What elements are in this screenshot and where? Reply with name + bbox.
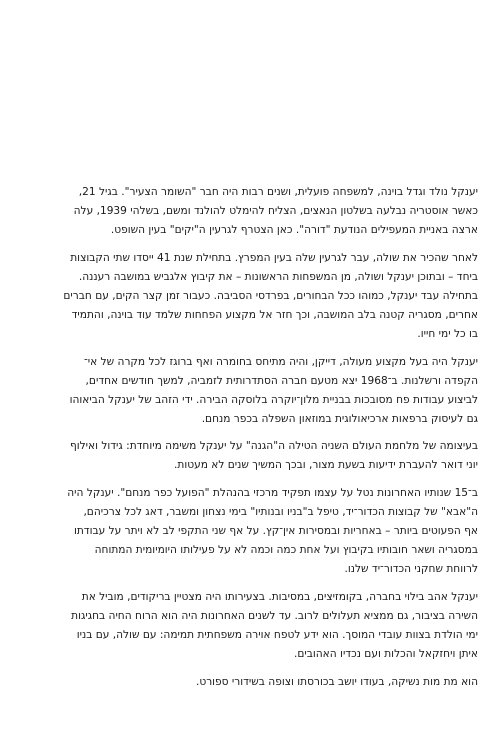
text-line: יענקל היה בעל מקצוע מעולה, דייקן, והיה מתיחס בחומרה ואף ברוגז לכל מקרה של אי־ [83,355,478,368]
text-line: ארצה באניית המעפילים הנודעת "דורה". כאן הצטרף לגרעין ה"יקים" בעין השופט. [110,224,478,237]
text-line: גם לעיסוק ברפאות ארכיאולוגית במוזאון השפלה בכפר מנחם. [201,412,478,425]
text-line: במסגריה ושאר חובותיו בקיבוץ ועל אחת כמה וכמה לא על פעילותו היומיומית המתוחה [94,544,478,557]
text-line: ביחד – ובתוכן יענקל ושולה, מן המשפחות הראשונות – את קיבוץ אלגביש במושבה רעננה. [78,270,478,283]
paragraph [30,353,478,429]
text-line: אף הפעוטים ביותר – באחריות ובמסירות אין־קץ. על אף שני התקפי לב לא ויתר על עבודתו [73,525,478,538]
text-line: בעיצומה של מלחמת העולם השניה הטילה ה"הגנה" על יענקל משימה מיוחדת: גידול ואילוף [69,440,478,453]
text-line: לרווחת שחקני הכדור־יד שלנו. [344,563,478,576]
paragraph [30,588,478,664]
paragraph [30,673,478,692]
text-line: איתן ויחזקאל והכלות ועם נכדיו האהובים. [293,648,478,661]
text-line: השירה בציבור, גם ממציא תעלולים לרוב. עד לשנים האחרונות היה הוא הרוח החיה בחגיגות [71,609,478,622]
text-line: יענקל נולד וגדל בוינה, למשפחה פועלית, ושנים רבות היה חבר "השומר הצעיר". בגיל 21, [78,186,478,198]
text-line: כאשר אוסטריה נבלעה בשלטון הנאצים, הצליח להימלט להולנד ומשם, בשלהי 1939, עלה [73,205,478,218]
text-line: ימי הולדת בצוות עובדי המוסך. הוא ידע לטפח אוירה משפחתית תמימה: עם שולה, עם בניו [76,628,478,641]
text-line: אחרים, מסגריה קטנה בלב המושבה, וכך חזר אל מקצוע הפחחות שלמד עוד בוינה, והתמיד [71,308,478,321]
text-line: לביצוע עבודות פח מסובכות בבניית מלון־יוקרה בלוסקה הבירה. ידי הזהב של יענקל הביאוהו [69,393,478,406]
text-line: ה"אבא" של קבוצות הכדור־יד, טיפל ב"בניו ובנותיו" בימי נצחון ומשבר, דאג לכל צרכיהם, [83,505,478,518]
paragraph [30,183,478,240]
text-line: בתחילה עבד יענקל, כמוהו ככל הבחורים, בפרדסי הסביבה. כעבור זמן קצר הקים, עם חברים [63,289,478,302]
paragraph [30,484,478,579]
text-line: יוני דואר להעברת ידיעות בשעת מצור, ובכך המשיך שנים לא מעטות. [174,459,478,472]
paragraph [30,437,478,475]
paragraph [30,249,478,344]
text-line: יענקל אהב בילוי בחברה, בקומזיצים, במסיבות. בצעירותו היה מצטיין בריקודים, מוביל את [81,590,478,603]
text-line: הוא מת מות נשיקה, בעודו יושב בכורסתו וצופה בשידורי ספורט. [195,675,478,688]
text-line: הקפדה ורשלנות. ב־1968 יצא מטעם חברה הסתדרותית לזמביה, למשך חודשים אחדים, [85,374,478,387]
text-line: בו כל ימי חייו. [417,328,478,341]
text-line: לאחר שהכיר את שולה, עבר לגרעין שלה בעין המפרץ. בתחילת שנת 41 ייסדו שתי הקבוצות [70,251,478,264]
biography-text [30,183,478,700]
text-line: ב־15 שנותיו האחרונות נטל על עצמו תפקיד מרכזי בהנהלת "הפועל כפר מנחם". יענקל היה [67,486,478,499]
